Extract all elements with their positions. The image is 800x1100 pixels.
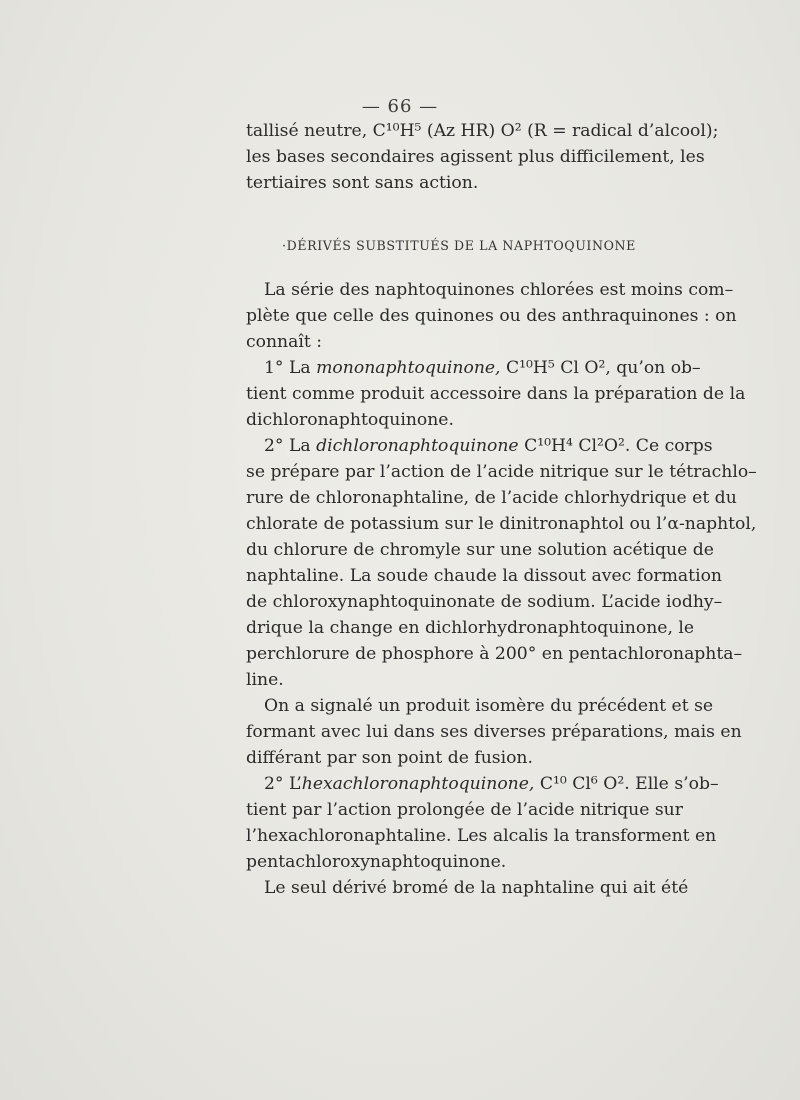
text-line: se prépare par l’action de l’acide nitrique sur le tétrachlo–	[246, 462, 757, 482]
item-1-first-line	[246, 355, 701, 381]
text-line: pentachloroxynaphtoquinone.	[246, 852, 507, 872]
text-line: les bases secondaires agissent plus difficilement, les	[246, 147, 705, 167]
item-2-first-line	[246, 433, 713, 459]
text-line: tallisé neutre, C¹⁰H⁵ (Az HR) O² (R = radical d’alcool);	[246, 121, 719, 141]
item-3-name: hexachloronaphtoquinone,	[301, 774, 535, 794]
item-3-prefix: 2° L’	[264, 774, 302, 794]
item-3-formula: C¹⁰ Cl⁶ O². Elle s’ob–	[534, 774, 719, 794]
text-line: rure de chloronaphtaline, de l’acide chlorhydrique et du	[246, 488, 737, 508]
text-line: de chloroxynaphtoquinonate de sodium. L’acide iodhy–	[246, 592, 723, 612]
item-1-name: mononaphtoquinone,	[316, 358, 501, 378]
item-3-first-line	[246, 771, 719, 797]
text-line: tient par l’action prolongée de l’acide nitrique sur	[246, 800, 683, 820]
item-2-prefix: 2° La	[264, 436, 317, 456]
text-line: dichloronaphtoquinone.	[246, 410, 454, 430]
text-line: du chlorure de chromyle sur une solution acétique de	[246, 540, 714, 560]
text-line: l’hexachloronaphtaline. Les alcalis la transforment en	[246, 826, 717, 846]
text-line: formant avec lui dans ses diverses préparations, mais en	[246, 722, 742, 742]
text-line: On a signalé un produit isomère du précédent et se	[264, 696, 714, 716]
body-text	[246, 118, 757, 901]
text-line: connaît :	[246, 332, 323, 352]
text-line: Le seul dérivé bromé de la naphtaline qui ait été	[264, 878, 689, 898]
text-line: La série des naphtoquinones chlorées est moins com–	[264, 280, 734, 300]
text-line: tient comme produit accessoire dans la préparation de la	[246, 384, 746, 404]
text-line: différant par son point de fusion.	[246, 748, 533, 768]
text-line: drique la change en dichlorhydronaphtoquinone, le	[246, 618, 695, 638]
item-1-formula: C¹⁰H⁵ Cl O², qu’on ob–	[500, 358, 701, 378]
text-line: tertiaires sont sans action.	[246, 173, 479, 193]
item-1-prefix: 1° La	[264, 358, 317, 378]
text-line: chlorate de potassium sur le dinitronaphtol ou l’α-naphtol,	[246, 514, 757, 534]
section-heading: ·DÉRIVÉS SUBSTITUÉS DE LA NAPHTOQUINONE	[282, 238, 636, 253]
item-2-formula: C¹⁰H⁴ Cl²O². Ce corps	[518, 436, 713, 456]
text-line: perchlorure de phosphore à 200° en pentachloronaphta–	[246, 644, 743, 664]
text-line: line.	[246, 670, 284, 690]
item-2-name: dichloronaphtoquinone	[316, 436, 519, 456]
text-line: plète que celle des quinones ou des anthraquinones : on	[246, 306, 737, 326]
page-number: — 66 —	[361, 96, 439, 117]
text-line: naphtaline. La soude chaude la dissout avec formation	[246, 566, 722, 586]
